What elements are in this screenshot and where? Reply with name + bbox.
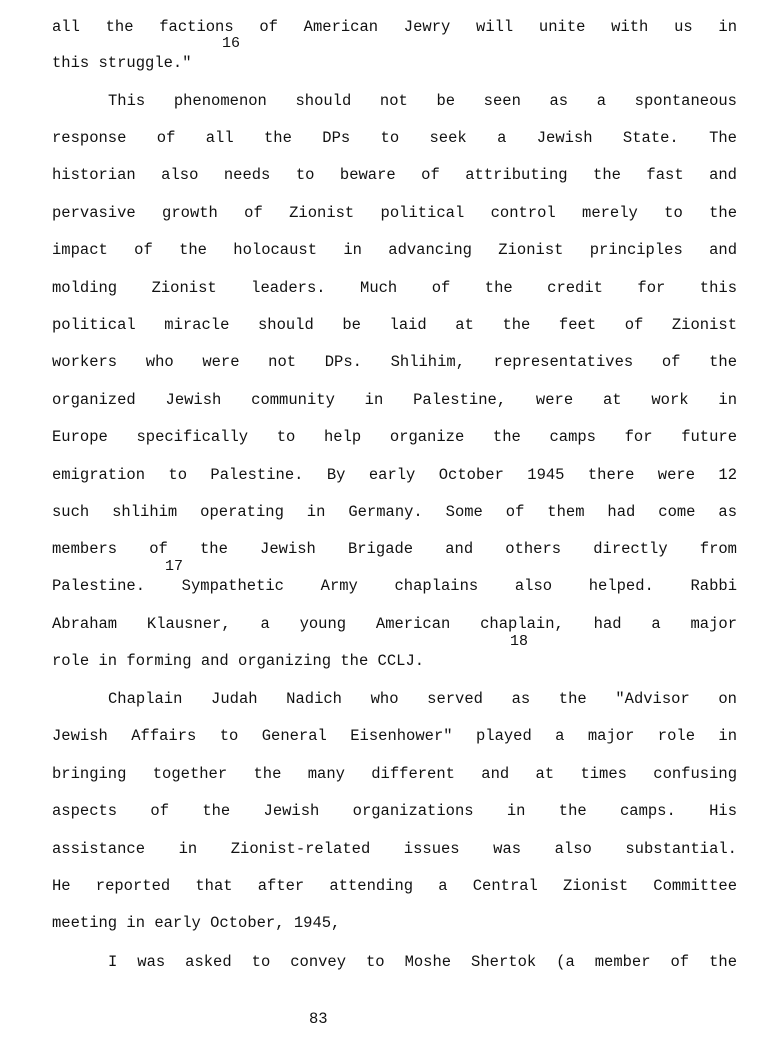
text-line: this struggle." (52, 54, 192, 72)
text-line: I was asked to convey to Moshe Shertok (a member of the (108, 953, 737, 971)
text-line: historian also needs to beware of attributing the fast and (52, 166, 737, 184)
text-line: emigration to Palestine. By early October 1945 there were 12 (52, 466, 737, 484)
text-line: aspects of the Jewish organizations in the camps. His (52, 802, 737, 820)
text-line: impact of the holocaust in advancing Zionist principles and (52, 241, 737, 259)
text-line: This phenomenon should not be seen as a spontaneous (108, 92, 737, 110)
footnote-marker-17: 17 (165, 558, 184, 575)
text-line: pervasive growth of Zionist political control merely to the (52, 204, 737, 222)
text-line: role in forming and organizing the CCLJ. (52, 652, 425, 670)
text-line: bringing together the many different and at times confusing (52, 765, 737, 783)
footnote-marker-18: 18 (510, 633, 529, 650)
text-line: Abraham Klausner, a young American chaplain, had a major (52, 615, 737, 633)
text-line: organized Jewish community in Palestine, were at work in (52, 391, 737, 409)
text-line: response of all the DPs to seek a Jewish State. The (52, 129, 737, 147)
text-line: Palestine. Sympathetic Army chaplains also helped. Rabbi (52, 577, 737, 595)
text-line: political miracle should be laid at the feet of Zionist (52, 316, 737, 334)
text-line: assistance in Zionist-related issues was also substantial. (52, 840, 737, 858)
text-line: He reported that after attending a Central Zionist Committee (52, 877, 737, 895)
page-number: 83 (309, 1010, 328, 1028)
text-line: molding Zionist leaders. Much of the credit for this (52, 279, 737, 297)
footnote-marker-16: 16 (222, 35, 241, 52)
text-line: Jewish Affairs to General Eisenhower" played a major role in (52, 727, 737, 745)
text-line: meeting in early October, 1945, (52, 914, 341, 932)
text-line: members of the Jewish Brigade and others directly from (52, 540, 737, 558)
text-line: all the factions of American Jewry will unite with us in (52, 18, 737, 36)
text-line: Europe specifically to help organize the camps for future (52, 428, 737, 446)
text-line: Chaplain Judah Nadich who served as the "Advisor on (108, 690, 737, 708)
text-line: such shlihim operating in Germany. Some of them had come as (52, 503, 737, 521)
text-line: workers who were not DPs. Shlihim, representatives of the (52, 353, 737, 371)
